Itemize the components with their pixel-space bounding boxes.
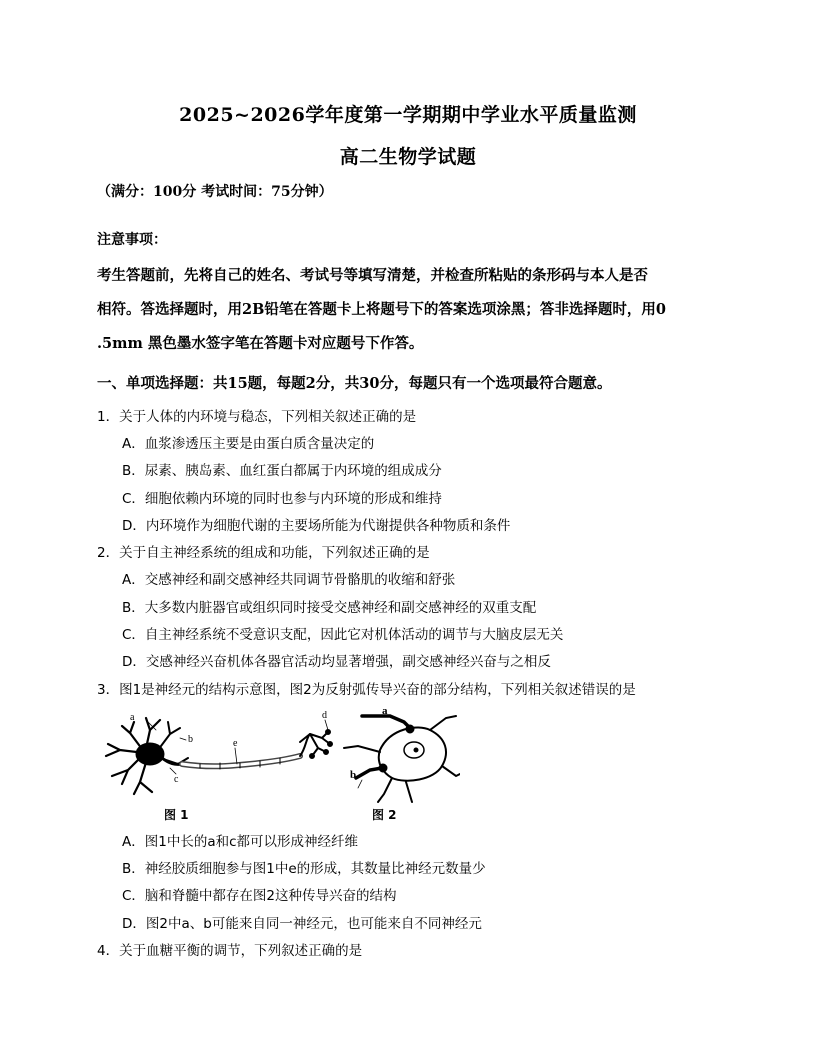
exam-subtitle: 高二生物学试题	[339, 146, 477, 168]
label-a2: a	[382, 708, 388, 717]
notice-line: 相符。答选择题时，用2B铅笔在答题卡上将题号下的答案选项涂黑；答非选择题时，用0	[97, 301, 666, 318]
label-c: c	[174, 774, 179, 785]
neuron-figures	[100, 708, 460, 823]
question-option: B．大多数内脏器官或组织同时接受交感神经和副交感神经的双重支配	[122, 600, 537, 616]
section-heading: 一、单项选择题：共15题，每题2分，共30分，每题只有一个选项最符合题意。	[97, 375, 612, 392]
figure2-caption: 图 2	[372, 808, 397, 822]
figure2-synapse	[344, 716, 460, 802]
label-e: e	[233, 738, 238, 749]
notice-line: 考生答题前，先将自己的姓名、考试号等填写清楚，并检查所粘贴的条形码与本人是否	[97, 267, 648, 284]
question-option: A．图1中长的a和c都可以形成神经纤维	[122, 834, 359, 850]
label-d: d	[322, 710, 327, 721]
figure1-neuron	[106, 718, 333, 794]
question-option: D．交感神经兴奋机体各器官活动均显著增强，副交感神经兴奋与之相反	[122, 654, 551, 670]
notice-line: .5mm 黑色墨水签字笔在答题卡对应题号下作答。	[97, 335, 424, 352]
neuron-diagram	[100, 708, 460, 823]
question-stem: 2．关于自主神经系统的组成和功能，下列叙述正确的是	[97, 545, 430, 561]
question-option: B．尿素、胰岛素、血红蛋白都属于内环境的组成成分	[122, 463, 442, 479]
question-stem: 3．图1是神经元的结构示意图，图2为反射弧传导兴奋的部分结构，下列相关叙述错误的是	[97, 682, 636, 698]
label-b: b	[188, 734, 193, 745]
question-option: D．内环境作为细胞代谢的主要场所能为代谢提供各种物质和条件	[122, 518, 511, 534]
label-b2: b	[350, 769, 357, 781]
question-option: C．自主神经系统不受意识支配，因此它对机体活动的调节与大脑皮层无关	[122, 627, 564, 643]
label-a: a	[130, 712, 135, 723]
question-option: A．交感神经和副交感神经共同调节骨骼肌的收缩和舒张	[122, 572, 456, 588]
exam-title: 2025~2026学年度第一学期期中学业水平质量监测	[179, 104, 637, 126]
notice-heading: 注意事项：	[97, 232, 167, 248]
question-option: A．血浆渗透压主要是由蛋白质含量决定的	[122, 436, 375, 452]
question-option: D．图2中a、b可能来自同一神经元，也可能来自不同神经元	[122, 916, 482, 932]
question-stem: 1．关于人体的内环境与稳态，下列相关叙述正确的是	[97, 409, 417, 425]
question-option: C．细胞依赖内环境的同时也参与内环境的形成和维持	[122, 491, 442, 507]
exam-meta: （满分：100分 考试时间：75分钟）	[97, 184, 333, 200]
figure1-caption: 图 1	[164, 808, 189, 822]
question-stem: 4．关于血糖平衡的调节，下列叙述正确的是	[97, 943, 363, 959]
question-option: C．脑和脊髓中都存在图2这种传导兴奋的结构	[122, 888, 397, 904]
notice-body	[97, 259, 725, 361]
question-option: B．神经胶质细胞参与图1中e的形成，其数量比神经元数量少	[122, 861, 486, 877]
